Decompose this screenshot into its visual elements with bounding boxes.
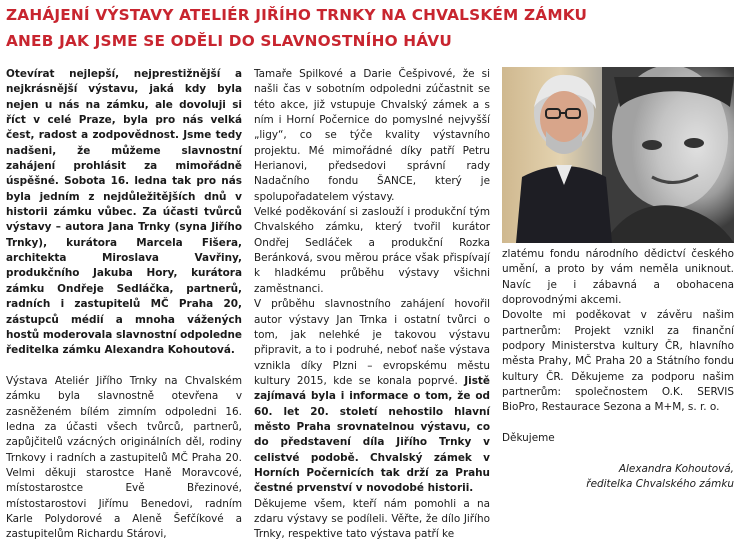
title-line-2: ANEB JAK JSME SE ODĚLI DO SLAVNOSTNÍHO HÁVU — [6, 32, 452, 50]
lead-paragraph: Otevírat nejlepší, nejprestižnější a nejkrásnější výstavu, jaká kdy byla nejen u nás na zámku, ale dovoluji si říct v celé Praze, byla pro nás velká čest, radost a zodpovědnost. Jsme tedy nadšeni, že můžeme slavnostní zahájení prohlásit za mimořádně úspěšné. Sobota 16. ledna tak pro nás byla jedním z nejdůležitějších dnů v historii zámku vůbec. Za účasti tvůrců výstavy – autora Jana Trnky (syna Jiřího Trnky), kurátora Marcela Fišera, architekta Miroslava Vavřiny, produkčního Jakuba Hory, kurátora zámku Ondřeje Sedláčka, partnerů, radních i zastupitelů MČ Praha 20, zástupců médií a mnoha vážených hostů moderovala slavnostní odpoledne ředitelka zámku Alexandra Kohoutová. — [6, 68, 242, 357]
column-1 — [6, 67, 242, 543]
thanks-line: Děkujeme — [502, 432, 555, 445]
article-title — [6, 2, 736, 54]
paragraph-heritage: zlatému fondu národního dědictví českého umění, a proto by vám neměla uniknout. Navíc je i zábavná a obohacena doprovodnými akcemi. — [502, 248, 734, 307]
column-3 — [502, 247, 734, 493]
opening-text: V průběhu slavnostního zahájení hovořil autor výstavy Jan Trnka i ostatní tvůrci o tom, jak nelehké je takovou výstavu připravit, a to i podruhé, neboť naše výstava vznikla díky Plzni – evropskému městu kultury 2015, kde se konala poprvé. — [254, 298, 490, 387]
photo-man-with-glasses-and-portrait — [502, 67, 734, 243]
article-photo — [502, 67, 734, 243]
opening-highlight: Jistě zajímavá byla i informace o tom, že od 60. let 20. století nehostilo hlavní město Praha srovnatelnou výstavu, co do představení díla Jiřího Trnky v celistvé podobě. Chvalský zámek v Horních Počernicích tak drží za Prahu čestné prvenství v novodobé historii. — [254, 374, 490, 495]
paragraph-thanks-guests: Tamaře Spilkové a Darie Češpivové, že si našli čas v sobotním odpoledni zúčastnit se této akce, již vstupuje Chvalský zámek a s ním i Horní Počernice do pomyslné nejvyšší „ligy“, co se týče kvality výstavního projektu. Mé mimořádné díky patří Petru Herianovi, předsedovi správní rady Nadačního fondu ŠANCE, který je spolupořadatelem výstavy. — [254, 68, 490, 203]
paragraph-partners: Dovolte mi poděkovat v závěru našim partnerům: Projekt vznikl za finanční podpory Ministerstva kultury ČR, hlavního města Prahy, MČ Praha 20 a Státního fondu kultury ČR. Děkujeme za podporu našim partnerům: společnostem O.K. SERVIS BioPro, Restaurace Sezona a M+M, s. r. o. — [502, 309, 734, 414]
paragraph-gratitude: Děkujeme všem, kteří nám pomohli a na zdaru výstavy se podíleli. Věřte, že dílo Jiřího Trnky, respektive tato výstava patří ke — [254, 497, 490, 541]
body-paragraph: Výstava Ateliér Jiřího Trnky na Chvalském zámku byla slavnostně otevřena v zasněženém bílém zimním odpoledni 16. ledna za účasti všech tvůrců, partnerů, zapůjčitelů vzácných originálních děl, rodiny Trnkovy i radních a zastupitelů MČ Praha 20. Velmi děkuji starostce Haně Moravcové, místostarostce Evě Březinové, místostarostovi Jiřímu Benedovi, radním Karle Polydorové a Aleně Šefčíkové a zastupitelům Richardu Stárovi, — [6, 374, 242, 541]
signature-role: ředitelka Chvalského zámku — [586, 478, 734, 491]
signature-name: Alexandra Kohoutová, — [618, 462, 734, 475]
paragraph-thanks-team: Velké poděkování si zaslouží i produkční tým Chvalského zámku, který tvořil kurátor Ondřej Sedláček a produkční Rozka Beránková, svou měrou práce však přispívají k hladkému průběhu výstavy všichni zaměstnanci. — [254, 206, 490, 295]
title-line-1: ZAHÁJENÍ VÝSTAVY ATELIÉR JIŘÍHO TRNKY NA CHVALSKÉM ZÁMKU — [6, 6, 588, 24]
paragraph-opening — [254, 297, 490, 496]
column-2 — [254, 67, 490, 543]
